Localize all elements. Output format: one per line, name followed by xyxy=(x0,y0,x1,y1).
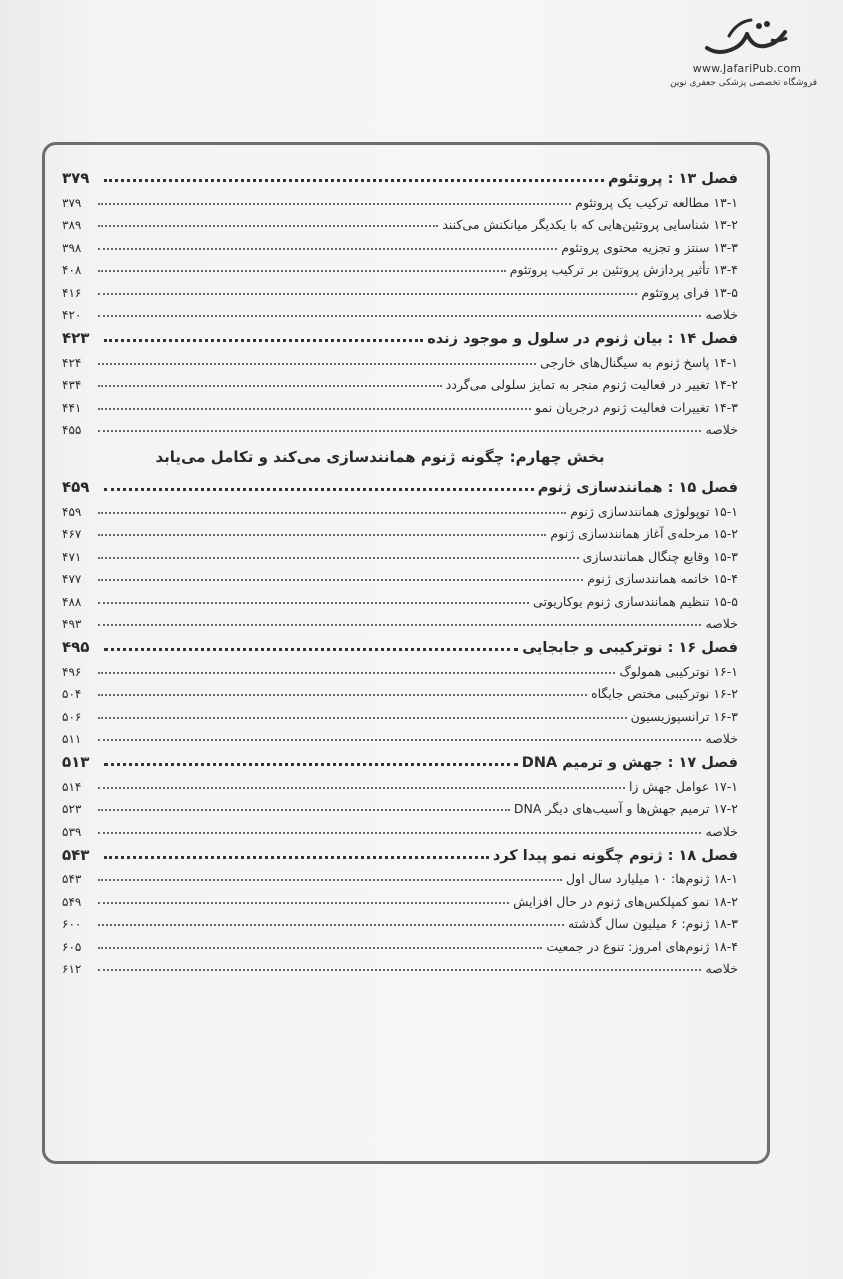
toc-entry xyxy=(62,931,738,954)
page-number: ۵۰۴ xyxy=(62,687,82,701)
entry-label: ۱۳-۵ فرای پروتئوم xyxy=(641,284,738,300)
toc-entry-summary xyxy=(62,609,738,632)
page-number: ۵۰۶ xyxy=(62,709,82,724)
leader-dots xyxy=(98,293,637,295)
page-number: ۳۷۹ xyxy=(62,195,82,210)
chapter-title: فصل ۱۵ : همانندسازی ژنوم xyxy=(537,480,738,496)
toc-entry-summary xyxy=(62,300,738,323)
entry-label: خلاصه xyxy=(705,961,738,976)
entry-label: ۱۳-۱ مطالعه ترکیب یک پروتئوم xyxy=(575,194,738,210)
toc-entry-summary xyxy=(62,415,738,438)
toc-entry xyxy=(62,794,738,817)
entry-label: ۱۶-۲ نوترکیبی مختص جایگاه xyxy=(591,686,738,701)
entry-label: ۱۴-۱ پاسخ ژنوم به سیگنال‌های خارجی xyxy=(540,354,738,370)
page-number: ۴۵۹ xyxy=(62,478,90,496)
page-number: ۶۱۲ xyxy=(62,962,82,976)
entry-label: ۱۸-۳ ژنوم: ۶ میلیون سال گذشته xyxy=(567,916,738,931)
page-number: ۵۴۳ xyxy=(62,845,90,864)
leader-dots xyxy=(104,488,534,491)
toc-entry xyxy=(62,864,738,887)
toc-entry xyxy=(62,679,738,702)
leader-dots xyxy=(98,924,564,926)
toc-chapter-13 xyxy=(62,162,738,187)
leader-dots xyxy=(98,969,701,971)
entry-label: ۱۷-۱ عوامل جهش زا xyxy=(628,778,738,794)
toc-entry xyxy=(62,564,738,587)
page-number: ۴۴۱ xyxy=(62,400,82,415)
leader-dots xyxy=(98,534,546,536)
page-number: ۴۰۸ xyxy=(62,263,82,277)
leader-dots xyxy=(98,315,701,317)
leader-dots xyxy=(98,717,627,719)
page-number: ۳۹۸ xyxy=(62,240,82,255)
entry-label: خلاصه xyxy=(705,307,738,322)
toc-entry-summary xyxy=(62,954,738,977)
leader-dots xyxy=(98,739,701,741)
leader-dots xyxy=(98,672,615,674)
toc-entry xyxy=(62,277,738,300)
toc-entry xyxy=(62,392,738,415)
toc-chapter-17 xyxy=(62,746,738,771)
leader-dots xyxy=(98,557,579,559)
toc-entry xyxy=(62,370,738,393)
leader-dots xyxy=(98,408,531,410)
leader-dots xyxy=(98,363,536,365)
jafari-logo-icon xyxy=(699,14,795,60)
page-number: ۴۲۴ xyxy=(62,355,82,370)
entry-label: ۱۶-۱ نوترکیبی همولوگ xyxy=(619,663,738,679)
leader-dots xyxy=(98,203,571,205)
leader-dots xyxy=(98,430,701,432)
page-number: ۴۹۶ xyxy=(62,664,82,679)
entry-label: ۱۶-۳ ترانسپوزیسیون xyxy=(630,708,738,724)
toc-chapter-16 xyxy=(62,631,738,656)
page-number: ۵۱۱ xyxy=(62,732,82,746)
toc-entry xyxy=(62,656,738,679)
chapter-title: فصل ۱۷ : جهش و ترمیم DNA xyxy=(521,755,738,771)
chapter-title: فصل ۱۳ : پروتئوم xyxy=(608,171,738,187)
leader-dots xyxy=(104,179,604,182)
leader-dots xyxy=(104,763,518,766)
leader-dots xyxy=(98,225,438,227)
entry-label: خلاصه xyxy=(705,731,738,746)
page-number: ۴۲۳ xyxy=(62,329,90,347)
entry-label: ۱۸-۴ ژنوم‌های امروز: تنوع در جمعیت xyxy=(546,938,738,954)
toc-entry xyxy=(62,255,738,278)
toc-entry xyxy=(62,347,738,370)
page-number: ۴۸۸ xyxy=(62,594,82,609)
toc-chapter-14 xyxy=(62,322,738,347)
toc-entry xyxy=(62,210,738,233)
entry-label: ۱۸-۱ ژنوم‌ها: ۱۰ میلیارد سال اول xyxy=(565,871,738,886)
page-number: ۴۱۶ xyxy=(62,285,82,300)
toc-entry xyxy=(62,909,738,932)
leader-dots xyxy=(98,694,587,696)
page-number: ۵۱۳ xyxy=(62,753,90,771)
entry-label: ۱۵-۱ توپولوژی همانندسازی ژنوم xyxy=(570,503,738,519)
leader-dots xyxy=(98,512,566,514)
entry-label: ۱۸-۲ نمو کمپلکس‌های ژنوم در حال افزایش xyxy=(513,893,738,909)
page-number: ۳۸۹ xyxy=(62,218,82,232)
page-number: ۴۳۴ xyxy=(62,378,82,392)
publisher-logo xyxy=(670,14,817,104)
leader-dots xyxy=(98,809,510,811)
page-number: ۴۹۳ xyxy=(62,617,82,631)
toc-entry xyxy=(62,586,738,609)
page-number: ۶۰۰ xyxy=(62,917,82,931)
entry-label: خلاصه xyxy=(705,616,738,631)
page-number: ۴۹۵ xyxy=(62,638,90,656)
leader-dots xyxy=(98,624,701,626)
entry-label: ۱۵-۴ خاتمه همانندسازی ژنوم xyxy=(587,571,738,586)
page-number: ۵۳۹ xyxy=(62,824,82,839)
entry-label: خلاصه xyxy=(705,422,738,437)
leader-dots xyxy=(98,602,529,604)
leader-dots xyxy=(98,385,442,387)
leader-dots xyxy=(98,579,583,581)
entry-label: ۱۴-۲ تغییر در فعالیت ژنوم منجر به تمایز سلولی می‌گردد xyxy=(445,377,738,392)
page-number: ۵۴۹ xyxy=(62,894,82,909)
leader-dots xyxy=(98,902,509,904)
part-title: بخش چهارم: چگونه ژنوم همانندسازی می‌کند و تکامل می‌یابد xyxy=(155,448,605,466)
page-number: ۶۰۵ xyxy=(62,939,82,954)
entry-label: ۱۳-۲ شناسایی پروتئین‌هایی که با یکدیگر میانکنش می‌کنند xyxy=(442,217,738,232)
toc-entry-summary xyxy=(62,724,738,747)
page-number: ۴۷۷ xyxy=(62,572,82,586)
toc-entry xyxy=(62,771,738,794)
leader-dots xyxy=(98,832,701,834)
publisher-store-name: فروشگاه تخصصی پزشکی جعفری نوین xyxy=(670,78,817,88)
toc-entry xyxy=(62,187,738,210)
entry-label: ۱۵-۵ تنظیم همانندسازی ژنوم یوکاریوتی xyxy=(533,593,738,609)
toc-chapter-18 xyxy=(62,839,738,864)
chapter-title: فصل ۱۸ : ژنوم چگونه نمو پیدا کرد xyxy=(492,847,738,864)
toc-entry-summary xyxy=(62,816,738,839)
chapter-title: فصل ۱۴ : بیان ژنوم در سلول و موجود زنده xyxy=(427,331,738,347)
leader-dots xyxy=(98,947,542,949)
page-number: ۵۲۳ xyxy=(62,802,82,816)
leader-dots xyxy=(98,787,625,789)
leader-dots xyxy=(98,270,506,272)
page-number: ۴۵۵ xyxy=(62,423,82,437)
page-number: ۵۱۴ xyxy=(62,779,82,794)
leader-dots xyxy=(98,248,557,250)
leader-dots xyxy=(104,648,518,651)
toc-entry xyxy=(62,496,738,519)
toc-entry xyxy=(62,886,738,909)
entry-label: ۱۵-۳ وقایع چنگال همانندسازی xyxy=(582,548,738,564)
entry-label: ۱۴-۳ تغییرات فعالیت ژنوم درجریان نمو xyxy=(535,399,738,415)
entry-label: ۱۷-۲ ترمیم جهش‌ها و آسیب‌های دیگر DNA xyxy=(513,801,738,816)
entry-label: ۱۵-۲ مرحله‌ی آغاز همانندسازی ژنوم xyxy=(550,526,738,541)
leader-dots xyxy=(104,339,423,342)
table-of-contents xyxy=(62,162,738,976)
page-number: ۳۷۹ xyxy=(62,169,90,187)
toc-entry xyxy=(62,519,738,542)
leader-dots xyxy=(98,879,562,881)
page-number: ۵۴۳ xyxy=(62,872,82,886)
toc-entry xyxy=(62,541,738,564)
page-number: ۴۷۱ xyxy=(62,549,82,564)
chapter-title: فصل ۱۶ : نوترکیبی و جابجایی xyxy=(522,640,738,656)
page-number: ۴۲۰ xyxy=(62,308,82,322)
publisher-website: www.JafariPub.com xyxy=(692,62,802,75)
entry-label: ۱۳-۳ سنتز و تجزیه محتوی پروتئوم xyxy=(561,239,738,255)
page-number: ۴۶۷ xyxy=(62,527,82,541)
toc-entry xyxy=(62,701,738,724)
toc-chapter-15 xyxy=(62,471,738,496)
entry-label: ۱۳-۴ تأثیر پردازش پروتئین بر ترکیب پروتئوم xyxy=(509,262,738,277)
toc-entry xyxy=(62,232,738,255)
page-number: ۴۵۹ xyxy=(62,504,82,519)
entry-label: خلاصه xyxy=(705,823,738,839)
leader-dots xyxy=(104,856,489,859)
